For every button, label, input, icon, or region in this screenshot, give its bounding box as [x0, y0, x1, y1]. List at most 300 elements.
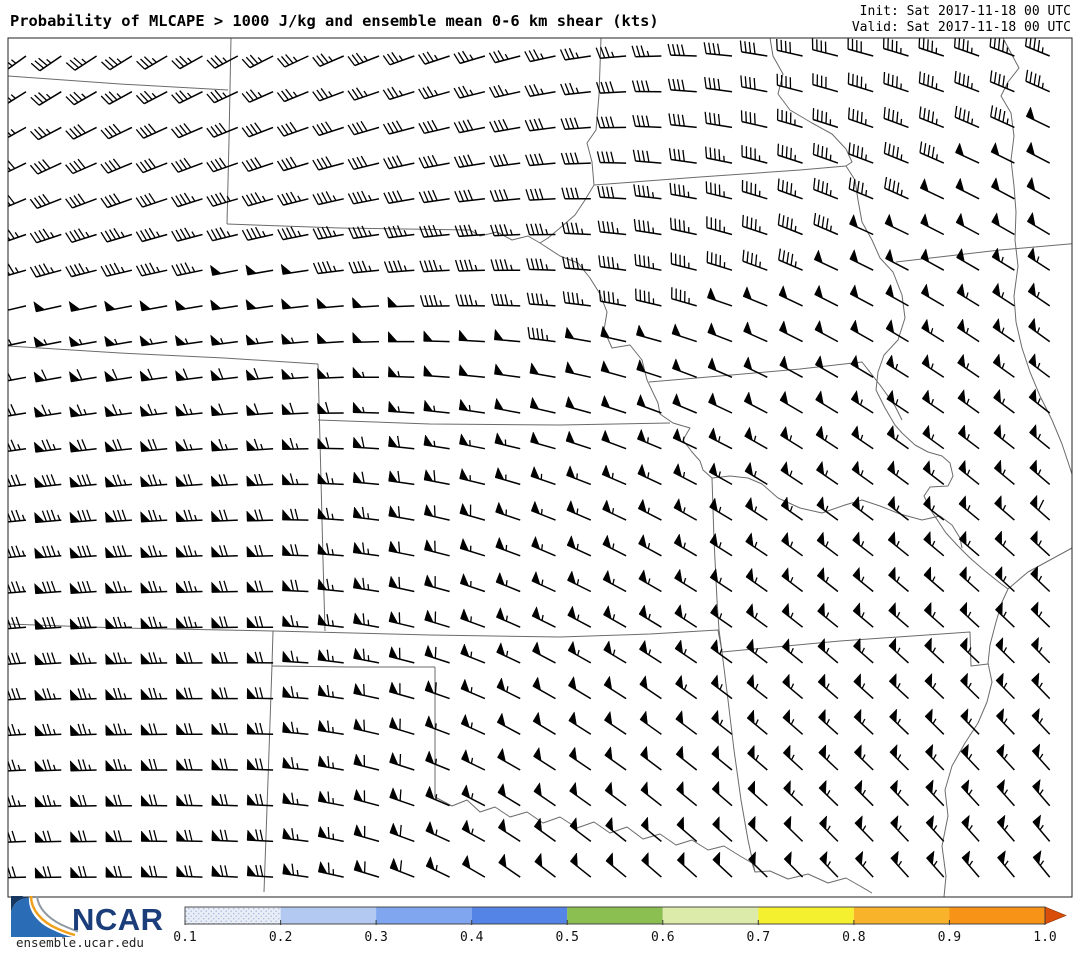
wind-barb [920, 179, 944, 199]
wind-barb [922, 355, 944, 378]
wind-barb [460, 503, 485, 520]
wind-barb [389, 647, 414, 663]
wind-barb [675, 569, 697, 591]
wind-barb [820, 816, 838, 842]
wind-barb [34, 405, 61, 417]
wind-barb [140, 439, 167, 451]
wind-barb [175, 300, 202, 310]
wind-barb [141, 759, 167, 770]
wind-barb [247, 865, 273, 877]
wind-barb [778, 179, 803, 199]
wind-barb [748, 781, 767, 806]
wind-barb [175, 335, 202, 345]
wind-barb [747, 675, 767, 699]
wind-barb [669, 79, 697, 92]
wind-barb [498, 748, 521, 770]
wind-barb [563, 291, 590, 306]
wind-barb [318, 685, 344, 699]
wind-barb [318, 720, 344, 734]
wind-barb [348, 88, 379, 100]
wind-barb [748, 745, 768, 770]
wind-barb [172, 124, 203, 138]
wind-barb [919, 72, 943, 92]
wind-barb [744, 322, 768, 342]
wind-barb [526, 154, 556, 166]
wind-barb [70, 405, 97, 417]
wind-barb [885, 177, 909, 199]
wind-barb [889, 603, 909, 628]
wind-barb [641, 746, 662, 770]
wind-barb [66, 263, 97, 276]
site-url: ensemble.ucar.edu [16, 935, 144, 950]
wind-barb [783, 745, 802, 770]
wind-barb [0, 831, 26, 843]
wind-barb [890, 709, 909, 734]
wind-barb [352, 298, 379, 308]
wind-barb [106, 724, 132, 735]
wind-barb [955, 106, 979, 128]
wind-barb [707, 251, 732, 270]
wind-barb [813, 143, 838, 163]
wind-barb [277, 122, 308, 136]
wind-barb [891, 816, 909, 842]
wind-barb [278, 192, 309, 205]
wind-barb [420, 260, 450, 272]
wind-barb [462, 785, 485, 806]
wind-barb [246, 404, 273, 416]
wind-barb [706, 181, 732, 198]
wind-barb [777, 39, 803, 56]
wind-barb [567, 536, 591, 556]
wind-barb [35, 546, 62, 558]
wind-barb [849, 108, 874, 128]
wind-barb [921, 214, 944, 235]
wind-barb [390, 858, 414, 877]
wind-barb [247, 652, 273, 663]
wind-barb [0, 370, 26, 382]
wind-barb [820, 851, 838, 877]
wind-barb [675, 640, 697, 663]
wind-barb [141, 510, 168, 522]
wind-barb [246, 265, 273, 275]
wind-barb [955, 36, 980, 56]
wind-barb [531, 501, 555, 520]
wind-barb [955, 71, 979, 92]
wind-barb [639, 570, 662, 592]
wind-barb [856, 851, 874, 877]
wind-barb [705, 112, 732, 128]
wind-barb [598, 221, 626, 235]
wind-barb [242, 227, 273, 240]
wind-barb [709, 393, 733, 413]
wind-barb [282, 403, 308, 414]
wind-barb [282, 299, 309, 309]
map-frame [8, 38, 1072, 897]
wind-barb [283, 828, 309, 841]
wind-barb [781, 462, 803, 485]
wind-barb [496, 537, 520, 555]
wind-barb [212, 794, 238, 806]
wind-barb [569, 712, 591, 734]
wind-barb [707, 216, 732, 234]
wind-barb [354, 719, 379, 735]
wind-barb [815, 285, 838, 306]
colorbar-tick-label: 0.5 [555, 930, 579, 945]
wind-barb [318, 614, 344, 627]
wind-barb [496, 573, 520, 592]
wind-barb [603, 500, 627, 520]
wind-barb [784, 852, 802, 878]
wind-barb [571, 853, 591, 877]
wind-barb [425, 610, 450, 627]
wind-barb [671, 253, 696, 271]
state-borders-layer [8, 38, 1080, 897]
colorbar-segment [567, 907, 663, 924]
wind-barb [425, 575, 450, 592]
wind-barb [957, 249, 980, 271]
wind-barb [455, 155, 485, 168]
wind-barb [106, 830, 132, 841]
wind-barb [849, 143, 873, 164]
wind-barb [962, 851, 979, 877]
wind-barb [491, 259, 520, 270]
wind-barb [247, 439, 274, 451]
wind-barb [172, 91, 203, 104]
wind-barb [105, 510, 132, 522]
wind-barb [106, 866, 132, 877]
wind-barb [706, 147, 732, 164]
wind-barb [35, 581, 62, 593]
wind-barb [962, 815, 979, 841]
wind-barb [633, 115, 662, 127]
wind-barb [455, 190, 485, 202]
wind-barb [781, 497, 802, 520]
wind-barb [598, 186, 626, 199]
wind-barb [1028, 248, 1050, 271]
wind-barb [353, 578, 379, 592]
wind-barb [604, 606, 627, 628]
wind-barb [708, 323, 732, 342]
wind-barb [890, 745, 908, 770]
wind-barb [353, 542, 379, 556]
wind-barb [137, 56, 168, 69]
wind-barb [140, 336, 167, 346]
wind-barb [495, 433, 520, 449]
wind-barb [497, 678, 520, 699]
wind-barb [101, 92, 132, 105]
wind-barb [247, 687, 273, 698]
wind-barb [317, 368, 343, 378]
wind-barb [212, 759, 238, 770]
wind-barb [141, 795, 167, 806]
wind-barb [919, 37, 944, 57]
wind-barb [207, 90, 238, 103]
wind-barb [744, 392, 767, 413]
wind-barb [1029, 318, 1050, 341]
init-time-label: Init: Sat 2017-11-18 00 UTC [859, 4, 1071, 19]
wind-barb [34, 440, 61, 453]
wind-barb [70, 795, 96, 806]
wind-barb [674, 464, 697, 485]
wind-barb [69, 369, 96, 381]
colorbar-overflow-arrow [1045, 907, 1066, 924]
wind-barb [420, 225, 450, 237]
wind-barb [1027, 213, 1049, 235]
wind-barb [532, 572, 556, 592]
wind-barb [425, 716, 449, 735]
wind-barb [1028, 283, 1049, 306]
wind-barb [459, 434, 485, 449]
wind-barb [35, 653, 62, 665]
wind-barb [456, 260, 485, 271]
wind-barb [172, 158, 203, 172]
wind-barb [637, 360, 662, 378]
wind-barb [354, 860, 379, 877]
wind-barb [742, 145, 767, 163]
wind-barb [242, 158, 273, 172]
wind-barb [0, 867, 26, 878]
wind-barb [0, 688, 26, 700]
wind-barb [815, 321, 838, 342]
wind-barb [884, 142, 908, 163]
wind-barb [711, 675, 732, 699]
wind-barb [602, 430, 626, 448]
wind-barb [640, 676, 662, 699]
wind-barb [282, 473, 308, 484]
wind-barb [746, 604, 767, 628]
wind-barb [461, 714, 485, 734]
wind-barb [247, 510, 273, 521]
wind-barb [634, 219, 661, 234]
wind-barb [0, 760, 26, 772]
wind-barb [926, 780, 944, 806]
wind-barb [353, 507, 379, 520]
wind-barb [0, 56, 26, 71]
wind-barb [419, 52, 450, 64]
wind-barb [670, 148, 697, 163]
wind-barb [705, 77, 732, 92]
wind-barb [709, 463, 732, 485]
wind-barb [247, 474, 273, 486]
wind-barb [813, 73, 838, 92]
wind-barb [819, 780, 838, 805]
wind-barb [991, 105, 1015, 127]
ncar-logo [11, 896, 164, 937]
valid-time-label: Valid: Sat 2017-11-18 00 UTC [851, 19, 1071, 35]
logo-wordmark: NCAR [72, 902, 164, 937]
wind-barb [461, 644, 485, 663]
border-ia-mo-border [649, 362, 902, 420]
wind-barb [634, 184, 662, 198]
wind-barb [746, 568, 767, 591]
wind-barb [921, 284, 943, 306]
wind-barb [997, 744, 1015, 770]
wind-barb [421, 295, 450, 306]
wind-barb [814, 178, 838, 199]
wind-barb [891, 851, 909, 877]
wind-barb [926, 744, 944, 770]
wind-barb [708, 358, 732, 378]
wind-barb [561, 83, 591, 95]
wind-barb [390, 788, 415, 806]
wind-barb [211, 368, 238, 380]
wind-barb [283, 757, 309, 770]
wind-barb [535, 853, 556, 877]
wind-barb [923, 461, 944, 485]
wind-barb [884, 72, 909, 92]
wind-barb [282, 334, 309, 344]
wind-barb [855, 745, 874, 770]
wind-barb [141, 866, 167, 877]
wind-barb [668, 44, 697, 56]
wind-barb [278, 227, 309, 240]
wind-barb [278, 157, 309, 171]
border-co-41n [8, 346, 318, 364]
wind-barb [850, 250, 873, 271]
wind-barb [815, 356, 838, 378]
border-tx-ok-365n [272, 666, 435, 667]
wind-barb [956, 213, 979, 234]
wind-barbs-layer [0, 35, 1050, 878]
wind-barb [247, 581, 273, 592]
wind-barb [676, 711, 697, 735]
colorbar-tick-label: 0.7 [746, 930, 771, 945]
wind-barb [745, 427, 768, 449]
wind-barb [140, 404, 167, 416]
probability-colorbar [173, 907, 1066, 945]
wind-barb [424, 366, 450, 378]
wind-barb [101, 263, 132, 276]
wind-barb [957, 319, 979, 342]
wind-barb [604, 676, 626, 698]
wind-barb [744, 357, 767, 377]
wind-barb [389, 717, 414, 734]
wind-barb [534, 748, 556, 771]
wind-barb [105, 404, 132, 416]
wind-barb [353, 472, 379, 485]
wind-barb [926, 816, 944, 842]
wind-barb [31, 127, 62, 140]
wind-barb [70, 688, 96, 700]
wind-barb [782, 568, 803, 592]
wind-barb [71, 866, 97, 877]
wind-barb [526, 189, 556, 201]
wind-barb [641, 817, 661, 841]
map-region [0, 35, 1080, 897]
wind-barb [70, 653, 97, 665]
wind-barb [388, 297, 414, 307]
wind-barb [605, 782, 626, 806]
wind-barb [924, 602, 943, 627]
wind-barb [34, 474, 61, 487]
wind-barb [247, 829, 273, 841]
wind-barb [383, 87, 414, 99]
wind-barb [922, 319, 944, 341]
wind-barb [425, 645, 450, 663]
wind-barb [136, 228, 167, 241]
wind-barb [283, 793, 309, 806]
wind-barb [530, 397, 555, 413]
wind-barb [419, 120, 450, 133]
wind-barb [0, 302, 26, 312]
wind-barb [426, 857, 449, 877]
wind-barb [740, 41, 767, 56]
wind-barb [606, 817, 626, 841]
border-nm-tx-103w [264, 631, 273, 892]
wind-barb [533, 712, 555, 734]
wind-barb [849, 178, 873, 199]
wind-barb [141, 723, 167, 734]
wind-barb [561, 153, 590, 164]
wind-barb [601, 361, 626, 378]
wind-barb [388, 332, 414, 342]
wind-barb [997, 780, 1014, 806]
wind-barb [0, 195, 26, 209]
wind-barb [603, 535, 626, 556]
wind-barb [207, 56, 238, 69]
wind-barb [996, 638, 1015, 663]
wind-barb [850, 285, 873, 306]
wind-barb [105, 475, 132, 487]
wind-barb [348, 191, 379, 204]
wind-barb [0, 510, 26, 523]
wind-barb [884, 37, 909, 56]
wind-barb [106, 617, 132, 629]
wind-barb [176, 581, 202, 592]
wind-barb [712, 746, 732, 770]
wind-barb [318, 791, 344, 806]
wind-barb [318, 756, 344, 770]
wind-barb [317, 333, 344, 343]
wind-barb [887, 426, 908, 449]
wind-barb [212, 545, 238, 556]
wind-barb [0, 160, 26, 175]
wind-barb [956, 143, 980, 163]
wind-barb [0, 127, 26, 140]
wind-barb [889, 638, 908, 663]
wind-barb [568, 571, 591, 592]
wind-barb [313, 122, 344, 136]
wind-barb [0, 475, 26, 488]
wind-barb [35, 688, 62, 700]
wind-barb [105, 301, 132, 311]
wind-barb [633, 150, 661, 163]
wind-barb [961, 744, 979, 770]
wind-barb [136, 91, 167, 104]
wind-barb [101, 124, 132, 139]
wind-barb [814, 213, 838, 235]
wind-barb [69, 337, 96, 347]
wind-barb [995, 567, 1014, 592]
wind-barb [853, 567, 873, 591]
wind-barb [106, 652, 132, 664]
wind-barb [1031, 637, 1049, 663]
wind-barb [636, 289, 662, 306]
wind-barb [211, 335, 238, 345]
wind-barb [568, 641, 591, 663]
wind-barb [460, 539, 485, 556]
wind-barb [852, 426, 874, 449]
wind-barb [35, 510, 62, 523]
wind-barb [962, 780, 980, 806]
colorbar-segment [185, 907, 281, 924]
wind-barb [1032, 744, 1049, 770]
wind-barb [384, 156, 415, 169]
wind-barb [570, 818, 591, 842]
wind-barb [212, 688, 238, 699]
wind-barb [34, 370, 61, 382]
wind-barb [783, 710, 803, 735]
